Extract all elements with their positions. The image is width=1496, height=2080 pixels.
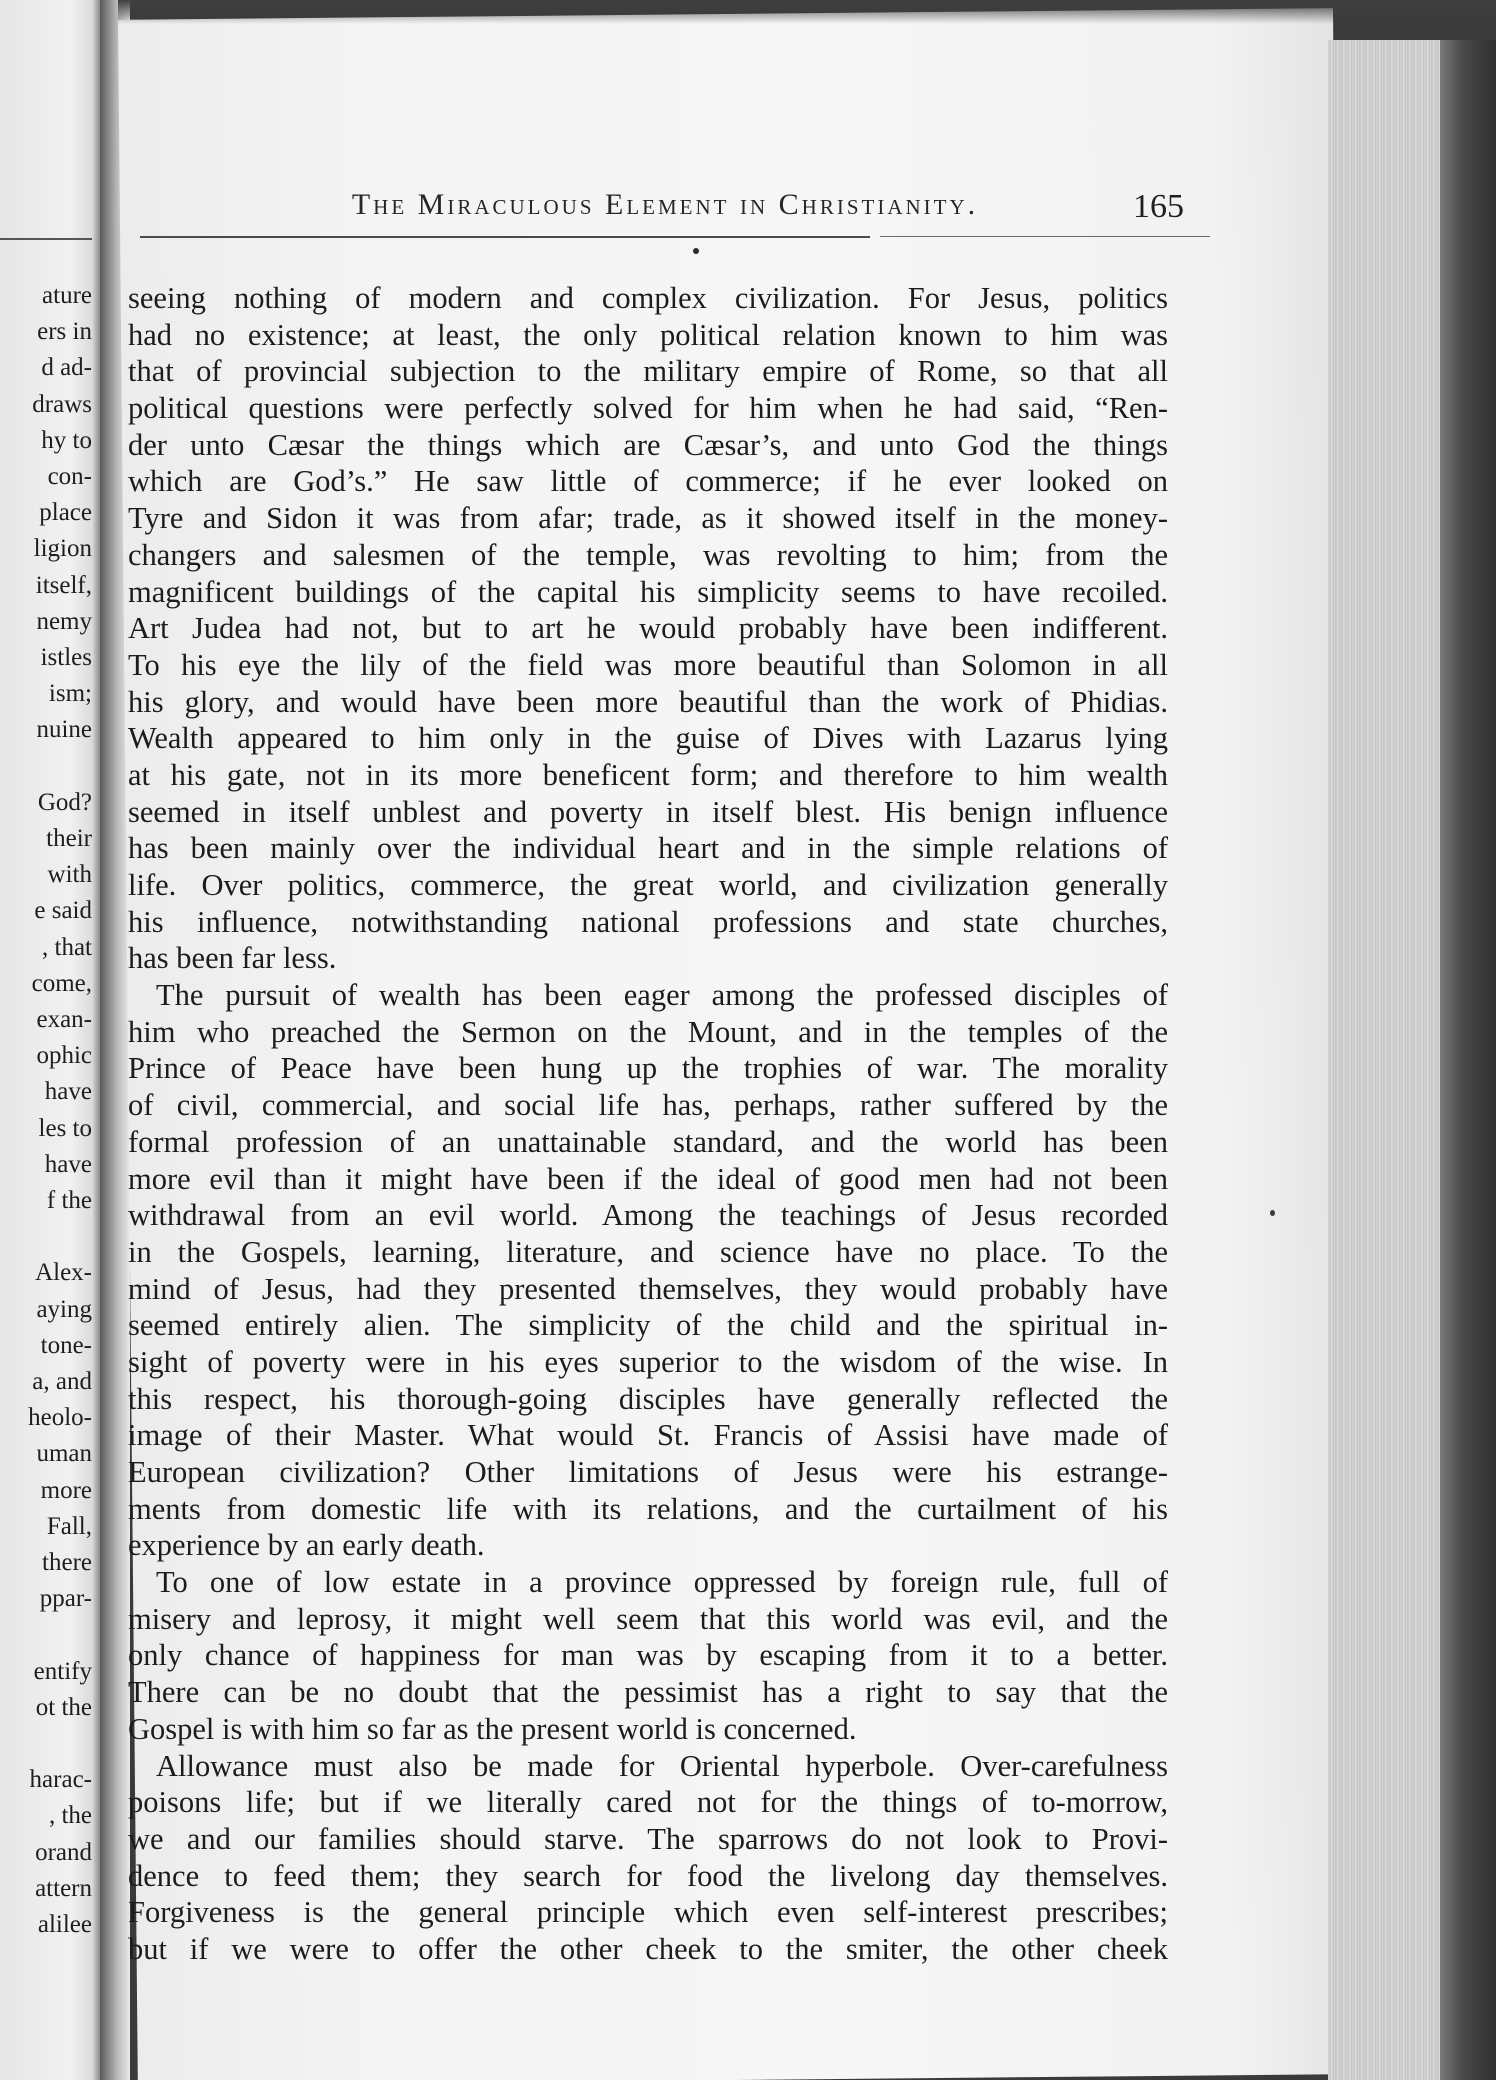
text-line: Forgiveness is the general principle which even self-interest prescribes; (128, 1895, 1168, 1930)
text-line: misery and leprosy, it might well seem that this world was evil, and the (128, 1601, 1168, 1636)
text-line: seemed in itself unblest and poverty in itself blest. His benign influence (128, 794, 1168, 829)
text-line: There can be no doubt that the pessimist has a right to say that the (128, 1675, 1168, 1710)
running-head-title: The Miraculous Element in Christianity. (351, 188, 979, 221)
text-line: Tyre and Sidon it was from afar; trade, as it showed itself in the money- (128, 501, 1168, 536)
text-line: changers and salesmen of the temple, was revolting to him; from the (128, 537, 1168, 572)
left-page-fragment: ophic (36, 1042, 92, 1070)
left-page-fragment: more (40, 1476, 92, 1504)
left-page-fragment: Alex- (35, 1259, 92, 1287)
left-page-fragment: God? (37, 788, 92, 816)
text-line: formal profession of an unattainable standard, and the world has been (128, 1124, 1168, 1159)
text-line: his influence, notwithstanding national professions and state churches, (128, 904, 1168, 939)
paragraph (128, 1748, 1168, 1968)
text-line: of civil, commercial, and social life has, perhaps, rather suffered by the (128, 1088, 1168, 1123)
scan-speck (1270, 1210, 1275, 1216)
left-page-fragment: , the (48, 1802, 92, 1830)
text-line: has been mainly over the individual heart and in the simple relations of (128, 831, 1168, 866)
text-line: experience by an early death. (128, 1528, 485, 1563)
left-page-fragment: alilee (37, 1911, 92, 1938)
left-page-fragment: , that (42, 933, 92, 961)
text-line: sight of poverty were in his eyes superior to the wisdom of the wise. In (128, 1344, 1168, 1379)
left-page-fragment: with (47, 861, 92, 889)
text-line: political questions were perfectly solved for him when he had said, “Ren- (128, 391, 1168, 426)
running-head (140, 188, 1184, 248)
left-page-fragment: f the (46, 1187, 92, 1214)
text-line: at his gate, not in its more beneficent form; and therefore to him wealth (128, 757, 1168, 792)
paragraph (128, 977, 1168, 1564)
left-page-fragment: a, and (32, 1368, 92, 1395)
text-line: seeing nothing of modern and complex civilization. For Jesus, politics (128, 281, 1168, 315)
left-page-fragment: orand (35, 1838, 92, 1866)
left-page-fragment: d ad- (41, 354, 92, 382)
text-line: image of their Master. What would St. Francis of Assisi have made of (128, 1418, 1168, 1453)
text-line: The pursuit of wealth has been eager among the professed disciples of (156, 978, 1168, 1013)
text-line: had no existence; at least, the only political relation known to him was (128, 317, 1168, 352)
text-line: To his eye the lily of the field was more beautiful than Solomon in all (128, 647, 1168, 682)
left-page-fragment: nemy (36, 607, 92, 635)
text-line: mind of Jesus, had they presented themselves, they would probably have (128, 1271, 1168, 1306)
text-line: but if we were to offer the other cheek to the smiter, the other cheek (128, 1931, 1168, 1966)
left-page-fragment: ppar- (39, 1585, 92, 1613)
text-line: this respect, his thorough-going disciples have generally reflected the (128, 1381, 1168, 1416)
text-line: der unto Cæsar the things which are Cæsar’s, and unto God the things (128, 427, 1168, 462)
left-page-fragment: ers in (37, 318, 92, 346)
left-page-fragment: con- (47, 463, 92, 490)
left-page-fragment: have (44, 1150, 92, 1178)
left-page-fragment: tone- (40, 1331, 92, 1359)
running-head-rule-right (880, 236, 1210, 237)
left-page-fragment: have (44, 1078, 92, 1106)
left-page-fragment: uman (36, 1440, 92, 1468)
left-page-fragment: istles (40, 644, 92, 671)
left-page-fragment: place (39, 499, 92, 527)
scan-speck (693, 248, 699, 254)
text-line: Allowance must also be made for Oriental hyperbole. Over-carefulness (156, 1748, 1168, 1783)
text-line: life. Over politics, commerce, the great world, and civilization generally (128, 868, 1168, 902)
paragraph (128, 280, 1168, 977)
left-page-fragment: e said (34, 897, 92, 925)
left-page-fragment: ism; (48, 680, 92, 708)
left-facing-page-edge (0, 0, 100, 2080)
left-page-fragment: ot the (35, 1693, 92, 1721)
text-line: that of provincial subjection to the military empire of Rome, so that all (128, 354, 1168, 389)
text-line: Gospel is with him so far as the present world is concerned. (128, 1711, 857, 1746)
left-page-fragment: les to (38, 1114, 92, 1142)
left-page-fragment: their (46, 825, 92, 852)
left-page-fragment: entify (33, 1657, 92, 1685)
text-line: Prince of Peace have been hung up the trophies of war. The morality (128, 1051, 1168, 1086)
page-block-edges (1328, 40, 1458, 2080)
left-page-fragment: draws (32, 390, 92, 418)
text-line: ments from domestic life with its relations, and the curtailment of his (128, 1491, 1168, 1526)
text-line: him who preached the Sermon on the Mount, and in the temples of the (128, 1014, 1168, 1049)
text-line: Wealth appeared to him only in the guise of Dives with Lazarus lying (128, 721, 1168, 756)
text-line: European civilization? Other limitations of Jesus were his estrange- (128, 1455, 1168, 1489)
book-edge-shadow (1440, 40, 1496, 2080)
top-shadow (118, 0, 1496, 24)
left-page-fragment: harac- (29, 1766, 92, 1794)
left-page-fragment: aying (36, 1295, 92, 1323)
text-line: Art Judea had not, but to art he would probably have been indifferent. (128, 611, 1168, 646)
text-line: his glory, and would have been more beautiful than the work of Phidias. (128, 684, 1168, 719)
left-page-fragment: hy to (41, 426, 92, 454)
left-page-fragment: heolo- (28, 1404, 92, 1432)
left-page-fragment: exan- (36, 1006, 92, 1033)
text-line: has been far less. (128, 941, 337, 976)
running-head-rule (140, 236, 870, 238)
left-page-fragment: ature (42, 282, 92, 309)
text-line: in the Gospels, learning, literature, and science have no place. To the (128, 1234, 1168, 1269)
left-page-fragment: nuine (36, 716, 92, 744)
text-line: magnificent buildings of the capital his simplicity seems to have recoiled. (128, 574, 1168, 609)
text-line: seemed entirely alien. The simplicity of the child and the spiritual in- (128, 1308, 1168, 1343)
left-page-fragment: attern (35, 1874, 92, 1902)
left-page-fragment: come, (31, 969, 92, 997)
text-line: To one of low estate in a province oppressed by foreign rule, full of (156, 1565, 1168, 1600)
left-page-fragment: Fall, (46, 1512, 92, 1540)
text-line: withdrawal from an evil world. Among the teachings of Jesus recorded (128, 1198, 1168, 1233)
body-text (128, 280, 1168, 1968)
text-line: which are God’s.” He saw little of commerce; if he ever looked on (128, 464, 1168, 499)
text-line: poisons life; but if we literally cared not for the things of to-morrow, (128, 1785, 1168, 1820)
page-number: 165 (1133, 188, 1184, 225)
left-page-fragment: ligion (33, 535, 92, 563)
left-page-fragment: itself, (35, 571, 92, 599)
text-line: more evil than it might have been if the ideal of good men had not been (128, 1161, 1168, 1196)
paragraph (128, 1564, 1168, 1747)
text-line: dence to feed them; they search for food the livelong day themselves. (128, 1858, 1168, 1893)
left-page-fragment: there (42, 1549, 92, 1576)
left-page-head-rule (0, 238, 92, 240)
text-line: only chance of happiness for man was by escaping from it to a better. (128, 1638, 1168, 1673)
text-line: we and our families should starve. The sparrows do not look to Provi- (128, 1821, 1168, 1856)
